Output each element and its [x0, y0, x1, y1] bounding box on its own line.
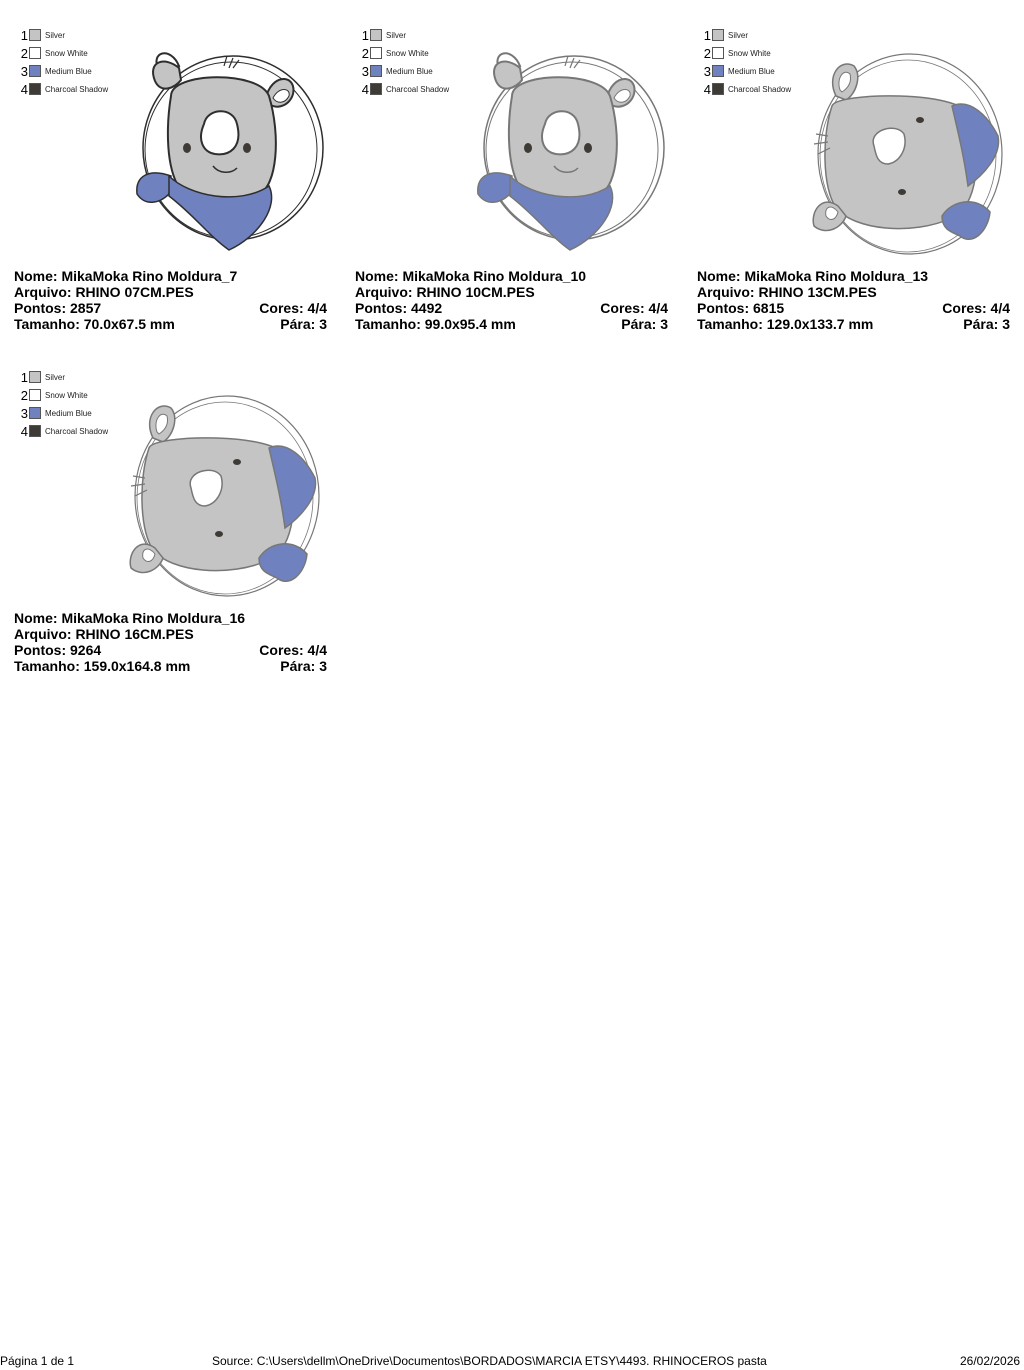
legend-number: 4: [703, 81, 711, 97]
legend-row: [20, 62, 108, 80]
legend-number: 4: [361, 81, 369, 97]
legend-number: 1: [703, 27, 711, 43]
color-swatch: [29, 47, 41, 59]
design-stops: Pára: 3: [280, 316, 327, 332]
design-stitch-count: Pontos: 6815: [697, 300, 785, 316]
color-swatch: [29, 65, 41, 77]
legend-number: 1: [361, 27, 369, 43]
legend-number: 2: [20, 387, 28, 403]
design-info: [14, 268, 327, 332]
rhino-embroidery-image: [109, 378, 339, 608]
legend-color-name: Medium Blue: [45, 408, 92, 418]
legend-number: 3: [703, 63, 711, 79]
page-number: Página 1 de 1: [0, 1354, 75, 1368]
color-swatch: [712, 83, 724, 95]
design-stitch-count: Pontos: 2857: [14, 300, 102, 316]
design-stops: Pára: 3: [280, 658, 327, 674]
legend-color-name: Charcoal Shadow: [45, 84, 109, 94]
design-stops: Pára: 3: [621, 316, 668, 332]
legend-color-name: Snow White: [386, 48, 429, 58]
thread-color-legend: [20, 368, 108, 440]
design-info: [14, 610, 327, 674]
legend-number: 2: [361, 45, 369, 61]
color-swatch: [370, 65, 382, 77]
legend-color-name: Medium Blue: [728, 66, 775, 76]
design-card: [14, 18, 334, 338]
legend-row: [20, 404, 108, 422]
color-swatch: [712, 47, 724, 59]
design-name: Nome: MikaMoka Rino Moldura_13: [697, 268, 929, 284]
design-size: Tamanho: 99.0x95.4 mm: [355, 316, 516, 332]
legend-row: [703, 44, 791, 62]
legend-row: [20, 44, 108, 62]
design-file: Arquivo: RHINO 10CM.PES: [355, 284, 535, 300]
legend-row: [20, 80, 108, 98]
design-color-count: Cores: 4/4: [942, 300, 1010, 316]
legend-color-name: Medium Blue: [386, 66, 433, 76]
legend-color-name: Medium Blue: [45, 66, 92, 76]
legend-number: 1: [20, 27, 28, 43]
design-size: Tamanho: 159.0x164.8 mm: [14, 658, 191, 674]
legend-number: 4: [20, 423, 28, 439]
legend-color-name: Snow White: [728, 48, 771, 58]
thread-color-legend: [703, 26, 791, 98]
color-swatch: [29, 407, 41, 419]
design-name: Nome: MikaMoka Rino Moldura_7: [14, 268, 238, 284]
legend-color-name: Silver: [386, 30, 407, 40]
legend-row: [361, 62, 449, 80]
legend-number: 3: [20, 405, 28, 421]
design-stitch-count: Pontos: 4492: [355, 300, 443, 316]
color-swatch: [370, 29, 382, 41]
legend-color-name: Silver: [45, 30, 66, 40]
legend-color-name: Silver: [45, 372, 66, 382]
rhino-embroidery-image: [109, 36, 339, 266]
legend-number: 2: [703, 45, 711, 61]
design-card: [14, 360, 334, 680]
legend-color-name: Snow White: [45, 390, 88, 400]
color-swatch: [29, 83, 41, 95]
design-info: [697, 268, 1010, 332]
design-size: Tamanho: 129.0x133.7 mm: [697, 316, 874, 332]
color-swatch: [29, 389, 41, 401]
color-swatch: [29, 29, 41, 41]
design-file: Arquivo: RHINO 13CM.PES: [697, 284, 877, 300]
print-date: 26/02/2026: [960, 1354, 1021, 1368]
rhino-embroidery-image: [450, 36, 680, 266]
legend-color-name: Charcoal Shadow: [386, 84, 450, 94]
legend-row: [361, 26, 449, 44]
design-name: Nome: MikaMoka Rino Moldura_16: [14, 610, 246, 626]
thread-color-legend: [361, 26, 449, 98]
legend-row: [703, 26, 791, 44]
color-swatch: [29, 371, 41, 383]
rhino-embroidery-image: [792, 36, 1022, 266]
design-size: Tamanho: 70.0x67.5 mm: [14, 316, 175, 332]
legend-row: [703, 80, 791, 98]
design-name: Nome: MikaMoka Rino Moldura_10: [355, 268, 587, 284]
legend-row: [20, 26, 108, 44]
design-file: Arquivo: RHINO 16CM.PES: [14, 626, 194, 642]
legend-color-name: Silver: [728, 30, 749, 40]
legend-row: [361, 44, 449, 62]
color-swatch: [370, 47, 382, 59]
legend-number: 1: [20, 369, 28, 385]
legend-color-name: Charcoal Shadow: [728, 84, 792, 94]
color-swatch: [712, 29, 724, 41]
legend-color-name: Snow White: [45, 48, 88, 58]
design-color-count: Cores: 4/4: [259, 300, 327, 316]
design-info: [355, 268, 668, 332]
design-color-count: Cores: 4/4: [259, 642, 327, 658]
design-card: [355, 18, 675, 338]
legend-row: [20, 368, 108, 386]
legend-row: [703, 62, 791, 80]
thread-color-legend: [20, 26, 108, 98]
design-color-count: Cores: 4/4: [600, 300, 668, 316]
legend-row: [20, 386, 108, 404]
design-file: Arquivo: RHINO 07CM.PES: [14, 284, 194, 300]
design-stops: Pára: 3: [963, 316, 1010, 332]
color-swatch: [29, 425, 41, 437]
legend-row: [20, 422, 108, 440]
color-swatch: [712, 65, 724, 77]
source-path: Source: C:\Users\dellm\OneDrive\Documentos\BORDADOS\MARCIA ETSY\4493. RHINOCEROS pasta: [212, 1354, 767, 1368]
legend-number: 3: [361, 63, 369, 79]
legend-number: 2: [20, 45, 28, 61]
color-swatch: [370, 83, 382, 95]
design-stitch-count: Pontos: 9264: [14, 642, 102, 658]
design-card: [697, 18, 1017, 338]
legend-number: 4: [20, 81, 28, 97]
legend-number: 3: [20, 63, 28, 79]
legend-color-name: Charcoal Shadow: [45, 426, 109, 436]
legend-row: [361, 80, 449, 98]
